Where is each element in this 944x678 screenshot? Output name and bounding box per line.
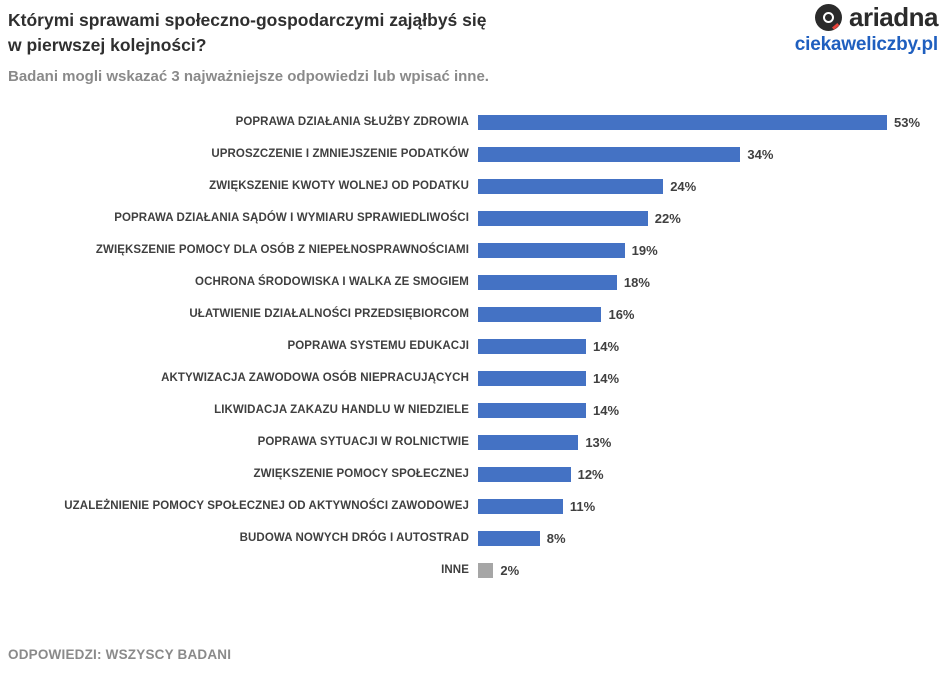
chart-category-label: POPRAWA SYSTEMU EDUKACJI: [287, 340, 469, 352]
chart-bar-wrapper: [478, 170, 944, 202]
chart-bar-wrapper: [478, 266, 944, 298]
chart-footnote: ODPOWIEDZI: WSZYSCY BADANI: [8, 647, 232, 662]
chart-row: [0, 298, 944, 330]
chart-value-label: 2%: [500, 562, 520, 578]
chart-category-label: ZWIĘKSZENIE KWOTY WOLNEJ OD PODATKU: [209, 180, 469, 192]
chart-row: [0, 554, 944, 586]
chart-row: [0, 170, 944, 202]
chart-bar: [478, 147, 740, 162]
chart-row: [0, 266, 944, 298]
chart-value-label: 24%: [670, 178, 697, 194]
chart-bar: [478, 531, 540, 546]
chart-value-label: 14%: [593, 402, 620, 418]
chart-bar: [478, 499, 563, 514]
chart-value-label: 18%: [623, 274, 650, 290]
chart-category-label: ZWIĘKSZENIE POMOCY DLA OSÓB Z NIEPEŁNOSPRAWNOŚCIAMI: [95, 244, 469, 256]
chart-bar-wrapper: [478, 234, 944, 266]
chart-category-label: INNE: [441, 564, 469, 576]
chart-bar-wrapper: [478, 426, 944, 458]
chart-value-label: 12%: [577, 466, 604, 482]
chart-bar: [478, 307, 601, 322]
brand-name: ariadna: [849, 2, 938, 32]
chart-category-label: POPRAWA DZIAŁANIA SŁUŻBY ZDROWIA: [235, 116, 469, 128]
chart-bar-wrapper: [478, 330, 944, 362]
chart-value-label: 53%: [894, 114, 921, 130]
page-title: [8, 8, 628, 59]
chart-bar-wrapper: [478, 554, 944, 586]
chart-bar: [478, 339, 586, 354]
chart-bar: [478, 275, 617, 290]
brand-site: ciekaweliczby.pl: [794, 34, 938, 55]
chart-value-label: 14%: [593, 370, 620, 386]
chart-value-label: 19%: [631, 242, 658, 258]
chart-category-label: POPRAWA DZIAŁANIA SĄDÓW I WYMIARU SPRAWIEDLIWOŚCI: [114, 212, 469, 224]
page-title-line-1: Którymi sprawami społeczno-gospodarczymi zająłbyś się: [8, 10, 487, 30]
chart-row: [0, 234, 944, 266]
chart-value-label: 8%: [546, 530, 566, 546]
chart-bar-wrapper: [478, 362, 944, 394]
chart-value-label: 14%: [593, 338, 620, 354]
chart-bar: [478, 211, 648, 226]
chart-row: [0, 426, 944, 458]
chart-bar-wrapper: [478, 298, 944, 330]
chart-value-label: 16%: [608, 306, 635, 322]
page-title-line-2: w pierwszej kolejności?: [8, 35, 207, 56]
chart-row: [0, 138, 944, 170]
chart-row: [0, 362, 944, 394]
chart-row: [0, 202, 944, 234]
chart-row: [0, 394, 944, 426]
ariadna-circle-icon: [815, 4, 842, 31]
chart-value-label: 11%: [569, 498, 596, 514]
chart-header: [0, 0, 944, 92]
chart-value-label: 34%: [747, 146, 774, 162]
chart-row: [0, 106, 944, 138]
chart-category-label: BUDOWA NOWYCH DRÓG I AUTOSTRAD: [239, 532, 469, 544]
chart-bar-wrapper: [478, 138, 944, 170]
chart-bar-wrapper: [478, 522, 944, 554]
chart-value-label: 13%: [585, 434, 612, 450]
chart-bar-wrapper: [478, 202, 944, 234]
chart-bar: [478, 435, 578, 450]
chart-row: [0, 458, 944, 490]
chart-row: [0, 522, 944, 554]
chart-category-label: AKTYWIZACJA ZAWODOWA OSÓB NIEPRACUJĄCYCH: [161, 372, 469, 384]
chart-bar: [478, 563, 493, 578]
chart-category-label: LIKWIDACJA ZAKAZU HANDLU W NIEDZIELE: [214, 404, 469, 416]
page-subtitle: Badani mogli wskazać 3 najważniejsze odpowiedzi lub wpisać inne.: [8, 67, 489, 85]
chart-category-label: UZALEŻNIENIE POMOCY SPOŁECZNEJ OD AKTYWNOŚCI ZAWODOWEJ: [64, 500, 469, 512]
chart-category-label: ZWIĘKSZENIE POMOCY SPOŁECZNEJ: [253, 468, 469, 480]
chart-row: [0, 330, 944, 362]
chart-bar-wrapper: [478, 458, 944, 490]
chart-category-label: POPRAWA SYTUACJI W ROLNICTWIE: [257, 436, 469, 448]
chart-category-label: UPROSZCZENIE I ZMNIEJSZENIE PODATKÓW: [211, 148, 469, 160]
chart-bar: [478, 179, 663, 194]
brand-top-row: [795, 2, 938, 33]
brand-logo: [795, 2, 938, 56]
chart-bar: [478, 243, 625, 258]
chart-bar: [478, 467, 571, 482]
chart-bar-wrapper: [478, 490, 944, 522]
chart-bar: [478, 115, 887, 130]
chart-category-label: OCHRONA ŚRODOWISKA I WALKA ZE SMOGIEM: [195, 276, 469, 288]
chart-bar: [478, 371, 586, 386]
chart-row: [0, 490, 944, 522]
chart-bar-wrapper: [478, 106, 944, 138]
chart-bar-wrapper: [478, 394, 944, 426]
chart-value-label: 22%: [654, 210, 681, 226]
chart-bar: [478, 403, 586, 418]
bar-chart: [0, 106, 944, 586]
chart-category-label: UŁATWIENIE DZIAŁALNOŚCI PRZEDSIĘBIORCOM: [189, 308, 469, 320]
